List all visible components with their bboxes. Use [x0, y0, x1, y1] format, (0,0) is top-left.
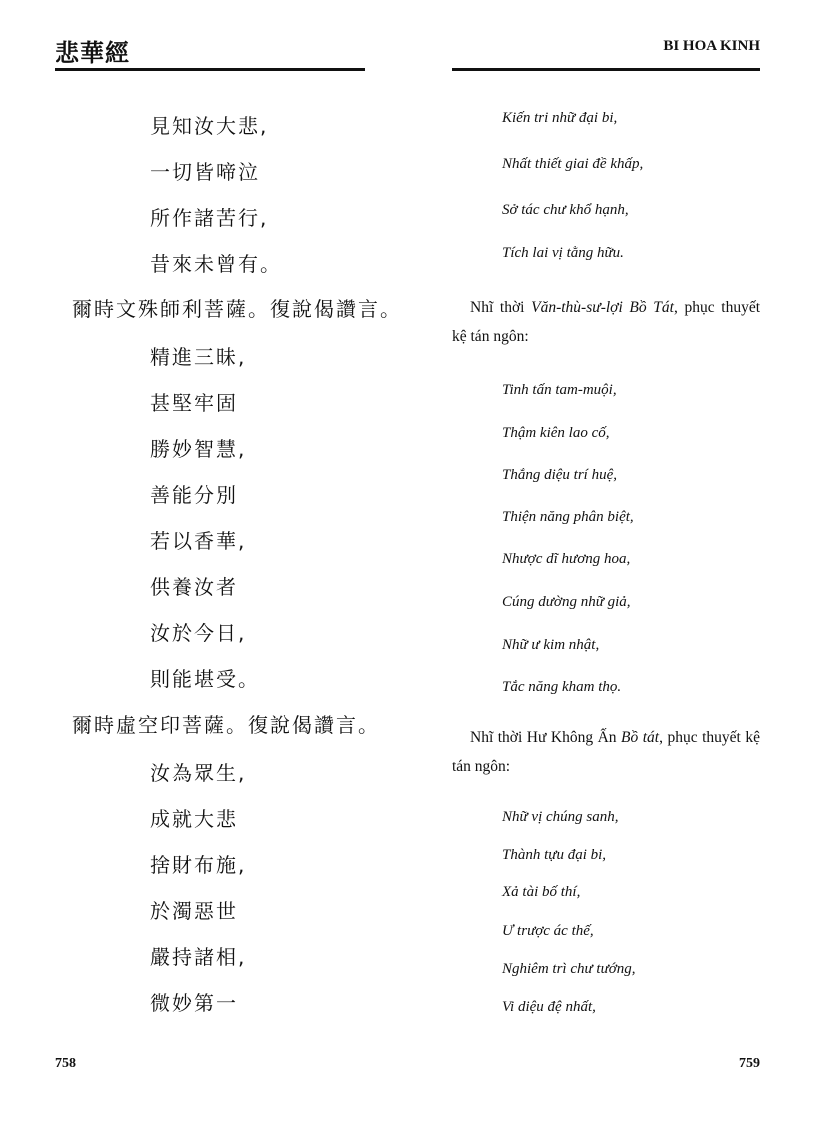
chinese-verse-line: 精進三昧,	[150, 345, 247, 369]
chinese-intro-line: 爾時文殊師利菩薩。復說偈讚言。	[72, 297, 402, 321]
right-page	[408, 0, 816, 1123]
header-rule	[55, 68, 365, 71]
verse-line: Xả tài bố thí,	[502, 884, 581, 900]
chinese-verse-line: 見知汝大悲,	[150, 114, 269, 138]
chinese-verse-line: 微妙第一	[150, 991, 238, 1015]
verse-line: Ư trược ác thế,	[502, 923, 594, 939]
page-number: 758	[55, 1056, 76, 1071]
verse-line: Thành tựu đại bi,	[502, 847, 607, 863]
verse-line: Thắng diệu trí huệ,	[502, 467, 617, 483]
chinese-verse-line: 成就大悲	[150, 807, 238, 831]
verse-line: Nhữ vị chúng sanh,	[502, 809, 619, 825]
chinese-verse-line: 所作諸苦行,	[150, 206, 269, 230]
verse-line: Tích lai vị tằng hữu.	[502, 245, 624, 261]
chinese-verse-line: 捨財布施,	[150, 853, 247, 877]
verse-line: Vi diệu đệ nhất,	[502, 999, 596, 1015]
chinese-verse-line: 汝為眾生,	[150, 761, 247, 785]
chinese-verse-line: 嚴持諸相,	[150, 945, 247, 969]
intro-paragraph	[452, 293, 760, 351]
intro-text: , phục thuyết kệ tán ngôn:	[452, 729, 760, 775]
bodhisattva-name: Văn-thù-sư-lợi Bồ Tát	[531, 299, 674, 316]
page-number: 759	[739, 1056, 760, 1071]
verse-line: Nhược dĩ hương hoa,	[502, 551, 631, 567]
chinese-verse-line: 善能分別	[150, 483, 238, 507]
intro-text: Nhĩ thời	[470, 299, 532, 316]
intro-text: Nhĩ thời Hư Không Ấn	[470, 729, 622, 746]
verse-line: Cúng dường nhữ giả,	[502, 594, 631, 610]
verse-line: Tắc năng kham thọ.	[502, 679, 622, 695]
intro-paragraph	[452, 723, 760, 781]
verse-line: Nhữ ư kim nhật,	[502, 637, 600, 653]
bodhisattva-name: Bồ tát	[621, 729, 660, 746]
chinese-verse-line: 則能堪受。	[150, 667, 260, 691]
chinese-verse-line: 勝妙智慧,	[150, 437, 247, 461]
verse-line: Tinh tấn tam-muội,	[502, 382, 617, 398]
verse-line: Nghiêm trì chư tướng,	[502, 961, 636, 977]
chinese-verse-line: 一切皆啼泣	[150, 160, 260, 184]
verse-line: Thậm kiên lao cố,	[502, 425, 610, 441]
chinese-book-title: 悲華經	[55, 39, 130, 67]
verse-line: Thiện năng phân biệt,	[502, 509, 634, 525]
running-header: BI HOA KINH	[663, 38, 760, 54]
chinese-intro-line: 爾時虛空印菩薩。復說偈讚言。	[72, 713, 380, 737]
chinese-verse-line: 供養汝者	[150, 575, 238, 599]
header-rule	[452, 68, 760, 71]
intro-text: , phục thuyết kệ tán ngôn:	[452, 299, 761, 345]
chinese-verse-line: 於濁惡世	[150, 899, 238, 923]
chinese-verse-line: 甚堅牢固	[150, 391, 238, 415]
chinese-verse-line: 汝於今日,	[150, 621, 247, 645]
chinese-verse-line: 昔來未曾有。	[150, 252, 282, 276]
verse-line: Nhất thiết giai đề khấp,	[502, 156, 644, 172]
chinese-verse-line: 若以香華,	[150, 529, 247, 553]
verse-line: Kiến tri nhữ đại bi,	[502, 110, 618, 126]
verse-line: Sở tác chư khổ hạnh,	[502, 202, 629, 218]
